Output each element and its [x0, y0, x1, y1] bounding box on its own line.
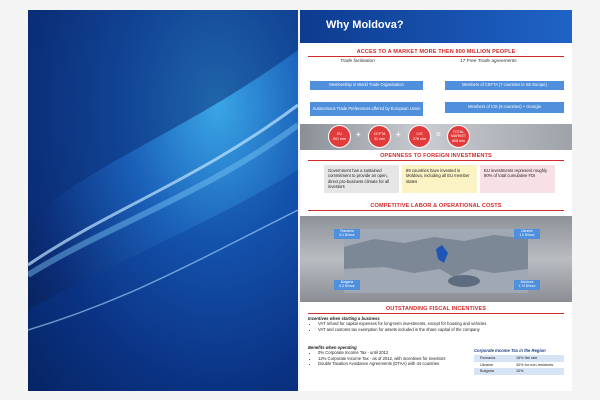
page-title: Why Moldova?	[326, 19, 404, 31]
tax-row	[474, 368, 564, 375]
country-label: Ukraine	[521, 229, 533, 234]
market-box: Membership in World Trade Organization	[310, 81, 423, 90]
tax-country: Ukraine	[480, 362, 494, 367]
tax-country: Bulgaria	[480, 369, 494, 374]
startup-title: Incentives when starting a business	[308, 316, 380, 321]
circle-name: CIS	[416, 132, 423, 137]
operating-title: Benefits when operating	[308, 345, 357, 350]
divider	[308, 210, 564, 211]
benefit-item: • 12% Corporate Income Tax - as of 2012, with incentives for investors	[318, 356, 466, 361]
market-circle	[368, 125, 391, 148]
equals-sign: =	[436, 130, 441, 139]
cost-label: 6.3 $/hour	[339, 284, 355, 288]
circle-name: EU	[336, 132, 343, 137]
benefit-item: • 0% Corporate Income Tax - until 2012	[318, 350, 466, 355]
labor-cost-label	[514, 229, 540, 239]
market-box: Members of CIS (9 countries) + Georgia	[445, 102, 564, 113]
trade-facilitation-label: Trade facilitation	[340, 59, 375, 64]
tax-table-title: Corporate Income Tax in the Region	[474, 348, 546, 353]
tax-rows	[474, 355, 564, 375]
tax-rate: 30% for non-residents	[516, 362, 554, 367]
country-label: Romania	[340, 229, 354, 234]
investment-box: 89 countries have invested in Moldova, including all EU member states	[402, 165, 477, 193]
tax-table	[474, 348, 564, 375]
circle-value: 31 mln	[373, 136, 386, 141]
country-label: Bulgaria	[340, 280, 354, 285]
country-label: Moldova	[520, 280, 534, 285]
circle-value: 276 mln	[412, 136, 427, 141]
labor-cost-label	[334, 229, 360, 239]
market-box: Autonomous Trade Preferences offered by European Union	[310, 102, 423, 116]
cost-label: 1.74 $/hour	[518, 284, 536, 288]
market-circle	[447, 125, 470, 148]
wave-graphic	[28, 10, 298, 391]
circle-name: TOTAL MARKET	[450, 130, 467, 139]
investment-heading: OPENNESS TO FOREIGN INVESTMENTS	[380, 153, 492, 159]
europe-map	[344, 229, 528, 293]
cost-label: 1.0 $/hour	[519, 233, 535, 237]
cost-label: 6.1 $/hour	[339, 233, 355, 237]
incentive-item: • VAT and customs tax exemption for assets included in the share capital of the company	[318, 327, 564, 332]
plus-sign: +	[356, 130, 361, 139]
tax-rate: 10%	[516, 369, 524, 374]
tax-rate: 16% flat rate	[516, 356, 538, 361]
divider	[308, 313, 564, 314]
content-page	[300, 10, 572, 391]
circle-value: 808 mln	[451, 138, 466, 143]
divider	[308, 56, 564, 57]
divider	[308, 160, 564, 161]
labor-cost-label	[514, 280, 540, 290]
circle-value: 501 mln	[332, 136, 347, 141]
circle-name: CEFTA	[373, 132, 386, 137]
incentive-item: • VAT refund for capital expenses for long-term investments, except for housing and vehicles	[318, 321, 564, 326]
cover-artwork	[28, 10, 298, 391]
labor-heading: COMPETITIVE LABOR & OPERATIONAL COSTS	[370, 203, 502, 209]
free-trade-label: 17 Free Trade agreements	[460, 59, 517, 64]
operating-benefits	[308, 345, 466, 367]
investment-box: EU investments represent roughly 80% of total cumulative FDI	[480, 165, 555, 193]
investment-box: Government has a sustained commitment to provide an open, direct pro-business climate for all investors	[324, 165, 399, 193]
plus-sign: +	[396, 130, 401, 139]
startup-incentives	[308, 316, 564, 332]
market-box: Members of CEFTA (7 countries in SE Europe)	[445, 81, 564, 90]
benefit-item: • Double Taxation Avoidance Agreements (DTAA) with 44 countries	[318, 361, 466, 366]
market-heading: ACCES TO A MARKET MORE THEN 800 MILLION PEOPLE	[356, 49, 516, 55]
fiscal-heading: OUTSTANDING FISCAL INCENTIVES	[385, 306, 487, 312]
market-circle	[328, 125, 351, 148]
map-graphic	[344, 229, 528, 293]
title-bar	[300, 10, 572, 43]
market-circle	[408, 125, 431, 148]
tax-country: Romania	[480, 356, 496, 361]
labor-cost-label	[334, 280, 360, 290]
